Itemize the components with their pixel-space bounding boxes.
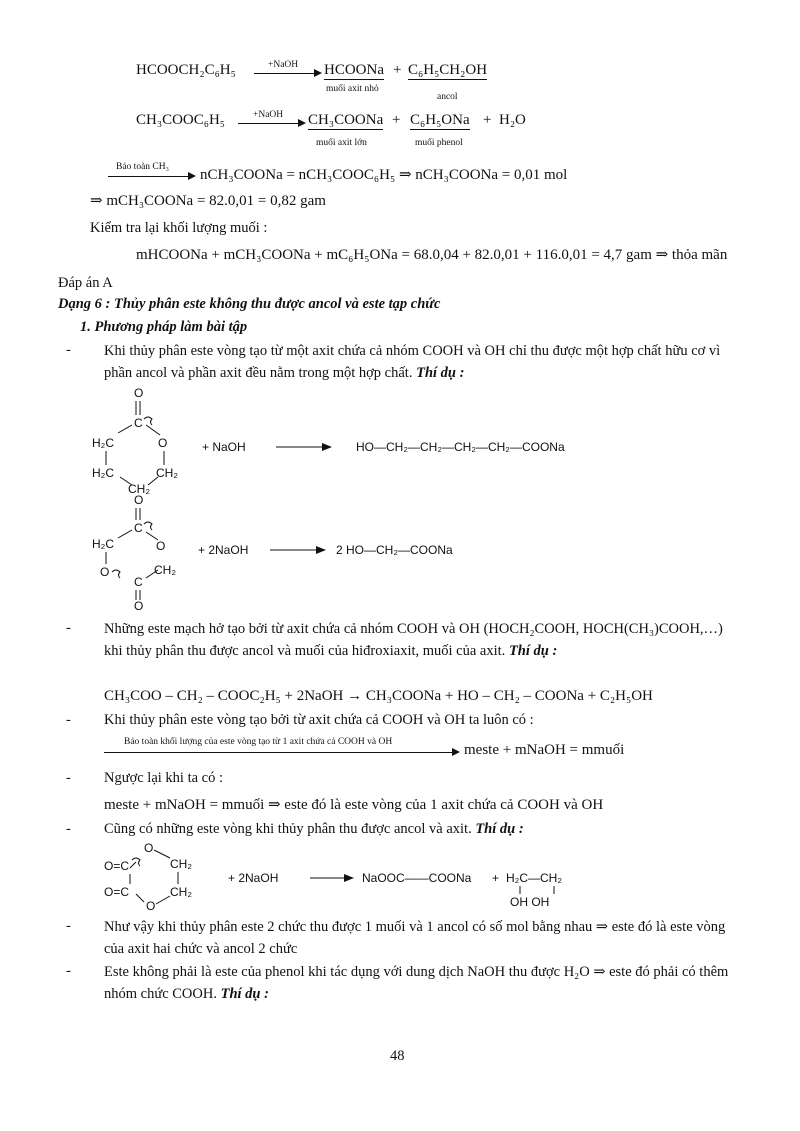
reaction1-reactant: HCOOCH₂C₆H₅ [136, 62, 236, 78]
bullet-3-arrow-label: Bảo toàn khối lượng của este vòng tạo từ 1 axit chứa cả COOH và OH [124, 737, 393, 747]
d3-ch2-bot: CH₂ [170, 885, 192, 899]
reaction2-arrow [238, 123, 300, 124]
d1-h2c-1: H₂C [92, 436, 114, 450]
reaction1-product1-note: muối axit nhỏ [326, 84, 379, 94]
bullet-dash: - [66, 620, 71, 636]
bullet-1-text: Khi thủy phân este vòng tạo từ một axit chứa cả nhóm COOH và OH chỉ thu được một hợp chất hữu cơ vì phần ancol và phần axit đều nằm trong một hợp chất. [104, 343, 721, 381]
d3-ch2-top: CH₂ [170, 857, 192, 871]
d2-c-top: C [134, 521, 143, 535]
bullet-2-text: Những este mạch hở tạo bởi từ axit chứa cả nhóm COOH và OH (HOCH₂COOH, HOCH(CH₃)COOH,…) khi thủy phân thu được ancol và muối của hiđroxiaxit, muối của axit. [104, 621, 723, 659]
bullet-2-equation: CH₃COO – CH₂ – COOC₂H₅ + 2NaOH → CH₃COONa + HO – CH₂ – COONa + C₂H₅OH [104, 688, 653, 704]
diagram-glycolide [90, 492, 750, 612]
bullet-dash: - [66, 770, 71, 786]
d2-o-top: O [134, 493, 144, 507]
bullet-dash: - [66, 712, 71, 728]
bullet-1 [104, 340, 744, 384]
reaction1-arrowhead [314, 69, 322, 77]
calc-line2: ⇒ mCH₃COONa = 82.0,01 = 0,82 gam [90, 193, 326, 209]
d1-c: C [134, 416, 143, 430]
bullet-7-text: Este không phải là este của phenol khi tác dụng với dung dịch NaOH thu được H₂O ⇒ este đó phải có thêm nhóm chức COOH. [104, 964, 729, 1002]
bullet-2-example: Thí dụ : [508, 643, 558, 659]
conserve-label: Bảo toàn CH₃ [116, 162, 169, 172]
bullet-7 [104, 961, 744, 1005]
bullet-dash: - [66, 918, 71, 934]
reaction2-product1-note: muối axit lớn [316, 138, 367, 148]
d2-o-r: O [156, 539, 166, 553]
d1-ch2-r: CH₂ [156, 466, 178, 480]
bullet-2 [104, 618, 744, 662]
d1-h2c-2: H₂C [92, 466, 114, 480]
bullet-5-example: Thí dụ : [475, 821, 524, 837]
bullet-3-text: Khi thủy phân este vòng tạo bởi từ axit chứa cả COOH và OH ta luôn có : [104, 712, 534, 728]
d3-reagent: + 2NaOH [228, 871, 279, 885]
reaction2-plus2: + [483, 112, 492, 128]
diagram-ethylene-oxalate [100, 840, 700, 913]
d3-oc-bot: O=C [104, 885, 130, 899]
bullet-6-text: Như vậy khi thủy phân este 2 chức thu được 1 muối và 1 ancol có số mol bằng nhau ⇒ este đó là este vòng của axit hai chức và ancol 2 chức [104, 919, 726, 957]
calc-line3: mHCOONa + mCH₃COONa + mC₆H₅ONa = 68.0,04 + 82.0,01 + 116.0,01 = 4,7 gam ⇒ thỏa mãn [136, 247, 728, 263]
reaction1-product1: HCOONa [324, 62, 384, 78]
reaction2-product2: C₆H₅ONa [410, 112, 470, 128]
bullet-4-text: Ngược lại khi ta có : [104, 770, 224, 786]
conserve-arrowhead [188, 172, 196, 180]
page-number: 48 [390, 1048, 405, 1064]
reaction2-plus: + [392, 112, 401, 128]
reaction1-product2: C₆H₅CH₂OH [408, 62, 488, 78]
reaction2-reactant: CH₃COOC₆H₅ [136, 112, 226, 128]
d3-glycol-bot: OH OH [510, 895, 550, 909]
bullet-4-equation: meste + mNaOH = mmuối ⇒ este đó là este vòng của 1 axit chứa cả COOH và OH [104, 797, 604, 813]
d2-product: 2 HO—CH₂—COONa [336, 543, 453, 557]
d1-o-ring: O [158, 436, 168, 450]
d3-o-bot: O [146, 899, 156, 913]
reaction1-plus: + [393, 62, 402, 78]
bullet-3-arrow [104, 752, 454, 753]
d1-o-top: O [134, 386, 144, 400]
d2-reagent: + 2NaOH [198, 543, 249, 557]
d1-ch2-b: CH₂ [128, 482, 150, 496]
reaction1-product2-note: ancol [437, 92, 458, 102]
diagram-caprolactone [90, 385, 750, 495]
subsection-title: 1. Phương pháp làm bài tập [80, 319, 248, 335]
d2-ch2: CH₂ [154, 563, 176, 577]
reaction2-arrow-label: +NaOH [253, 110, 284, 120]
d2-o-l: O [100, 565, 110, 579]
section-title: Dạng 6 : Thủy phân este không thu được ancol và este tạp chức [58, 296, 441, 312]
reaction1-arrow-label: +NaOH [268, 60, 299, 70]
d3-plus: + [492, 871, 500, 885]
bullet-dash: - [66, 342, 71, 358]
d1-reagent: + NaOH [202, 440, 246, 454]
d3-glycol-top: H₂C—CH₂ [506, 871, 562, 885]
bullet-dash: - [66, 963, 71, 979]
reaction2-arrowhead [298, 119, 306, 127]
conserve-arrow [108, 176, 190, 177]
bullet-5 [104, 821, 524, 838]
reaction2-product3: H₂O [499, 112, 526, 128]
d3-product: NaOOC——COONa [362, 871, 472, 885]
d3-oc-top: O=C [104, 859, 130, 873]
bullet-7-example: Thí dụ : [220, 986, 269, 1002]
bullet-3-equation: meste + mNaOH = mmuối [464, 742, 625, 758]
d2-h2c: H₂C [92, 537, 114, 551]
d2-c-bot: C [134, 575, 143, 589]
d3-o-top: O [144, 841, 154, 855]
reaction2-product2-note: muối phenol [415, 138, 463, 148]
bullet-dash: - [66, 821, 71, 837]
bullet-3-arrowhead [452, 748, 460, 756]
bullet-1-example: Thí dụ : [416, 365, 465, 381]
answer-text: Đáp án A [58, 275, 113, 291]
calc-line1: nCH₃COONa = nCH₃COOC₆H₅ ⇒ nCH₃COONa = 0,01 mol [200, 167, 568, 183]
d1-product: HO—CH₂—CH₂—CH₂—CH₂—COONa [356, 440, 565, 454]
check-label: Kiểm tra lại khối lượng muối : [90, 220, 268, 236]
d2-o-bot: O [134, 599, 144, 613]
reaction1-arrow [254, 73, 316, 74]
reaction2-product1: CH₃COONa [308, 112, 384, 128]
bullet-5-text: Cũng có những este vòng khi thủy phân thu được ancol và axit. [104, 821, 472, 837]
